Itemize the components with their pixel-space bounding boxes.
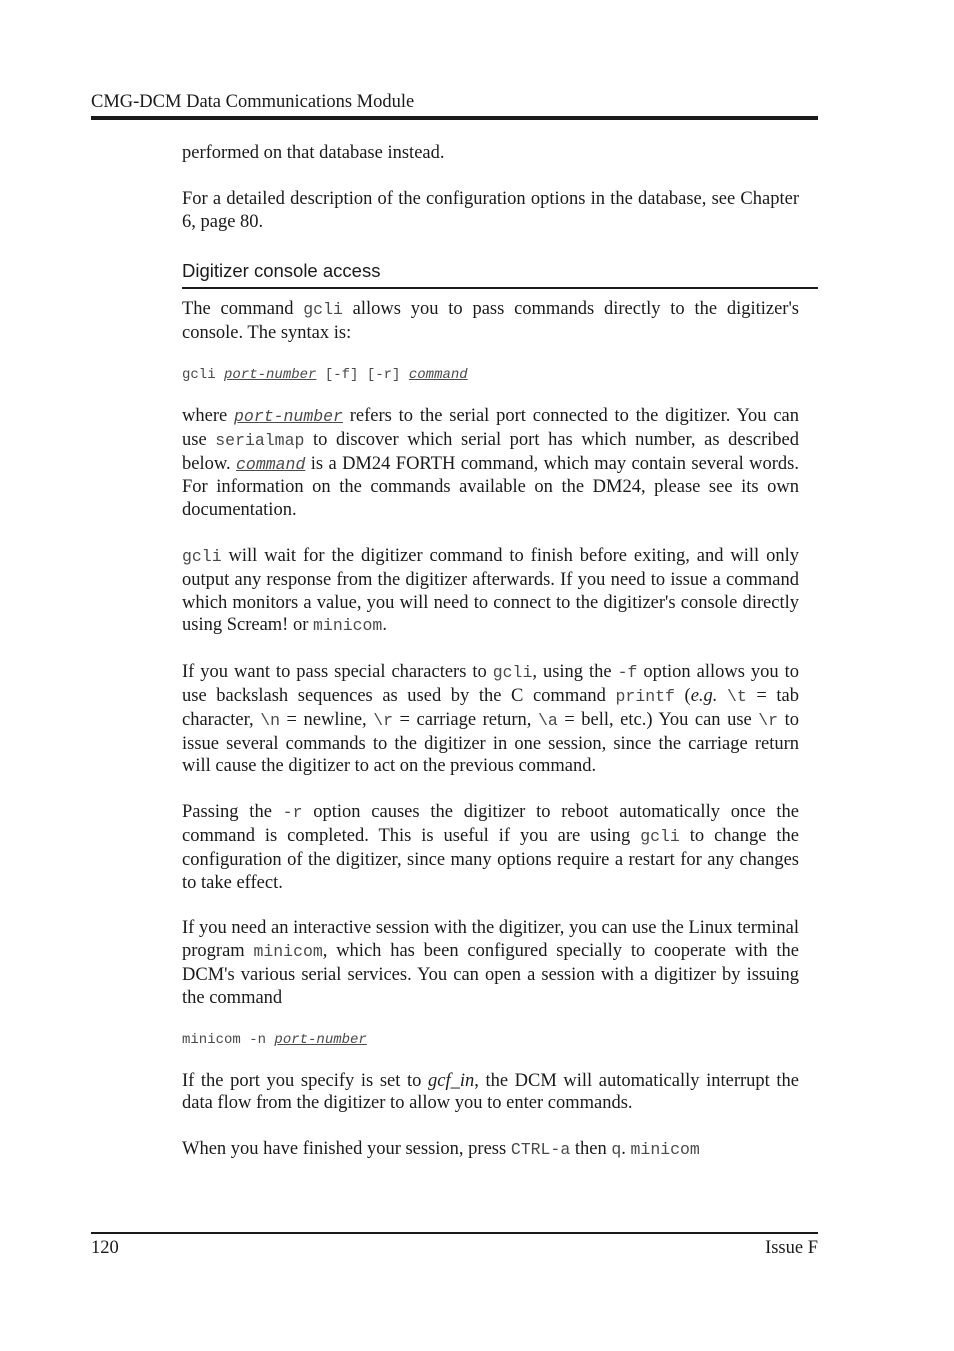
gcli-command: gcli — [303, 300, 343, 320]
page-body — [182, 142, 799, 1162]
gcf-in-port: gcf_in — [427, 1070, 475, 1091]
issue-label: Issue F — [765, 1238, 818, 1258]
port-number-arg: port-number — [224, 366, 317, 383]
page-number: 120 — [91, 1238, 119, 1258]
section-heading-rule — [182, 287, 818, 289]
gcf-in-paragraph: If the port you specify is set to gcf_in, the DCM will automatically interrupt the data flow from the digitizer to allow you to enter commands. — [182, 1070, 799, 1114]
r-flag: -r — [282, 803, 303, 823]
gcli-wait-paragraph: gcli will wait for the digitizer command to finish before exiting, and will only output any response from the digitizer afterwards. If you need to issue a command which monitors a value, you will need to connect to the digitizer's console directly using Scream! or minicom. — [182, 545, 799, 636]
intro-paragraph-chapter-ref: For a detailed description of the configuration options in the database, see Chapter 6, page 80. — [182, 188, 799, 232]
minicom-tool: minicom — [313, 616, 383, 636]
command-term: command — [236, 454, 306, 474]
ctrl-a-key: CTRL-a — [510, 1140, 571, 1160]
footer-rule — [91, 1232, 818, 1234]
port-number-paragraph: where port-number refers to the serial port connected to the digitizer. You can use serialmap to discover which serial port has which number, as described below. command is a DM24 FORTH command, which may contain several words. For information on the commands available on the DM24, please see its own documentation. — [182, 405, 799, 521]
running-header-title: CMG-DCM Data Communications Module — [91, 92, 415, 112]
reboot-option-paragraph: Passing the -r option causes the digitizer to reboot automatically once the command is completed. This is useful if you are using gcli to change the configuration of the digitizer, since many options require a restart for any changes to take effect. — [182, 802, 800, 893]
finish-session-paragraph: When you have finished your session, press CTRL-a then q. minicom — [182, 1139, 700, 1160]
port-number-arg: port-number — [274, 1031, 367, 1048]
gcli-syntax-line: gcli port-number [-f] [-r] command — [182, 366, 468, 383]
interactive-session-paragraph: If you need an interactive session with the digitizer, you can use the Linux terminal program minicom, which has been configured specially to cooperate with the DCM's various serial services. You can open a session with a digitizer by issuing the command — [182, 918, 799, 1008]
printf-command: printf — [615, 686, 675, 706]
minicom-syntax-line: minicom -n port-number — [182, 1031, 367, 1048]
header-rule — [91, 116, 818, 120]
serialmap-tool: serialmap — [215, 430, 305, 450]
port-number-term: port-number — [234, 406, 343, 426]
f-flag: -f — [617, 663, 638, 683]
gcli-intro-paragraph: The command gcli allows you to pass commands directly to the digitizer's console. The syntax is: — [182, 299, 800, 344]
intro-paragraph: performed on that database instead. — [182, 143, 445, 163]
command-arg: command — [408, 366, 468, 383]
special-characters-paragraph: If you want to pass special characters to gcli, using the -f option allows you to use backslash sequences as used by the C command printf (e.g. \t = tab character, \n = newline, \r = carriage return, \a = bell, etc.) You can use \r to issue several commands to the digitizer in one session, since the carriage return will cause the digitizer to act on the previous command. — [182, 662, 800, 777]
q-key: q — [611, 1140, 622, 1160]
section-heading: Digitizer console access — [182, 260, 381, 282]
